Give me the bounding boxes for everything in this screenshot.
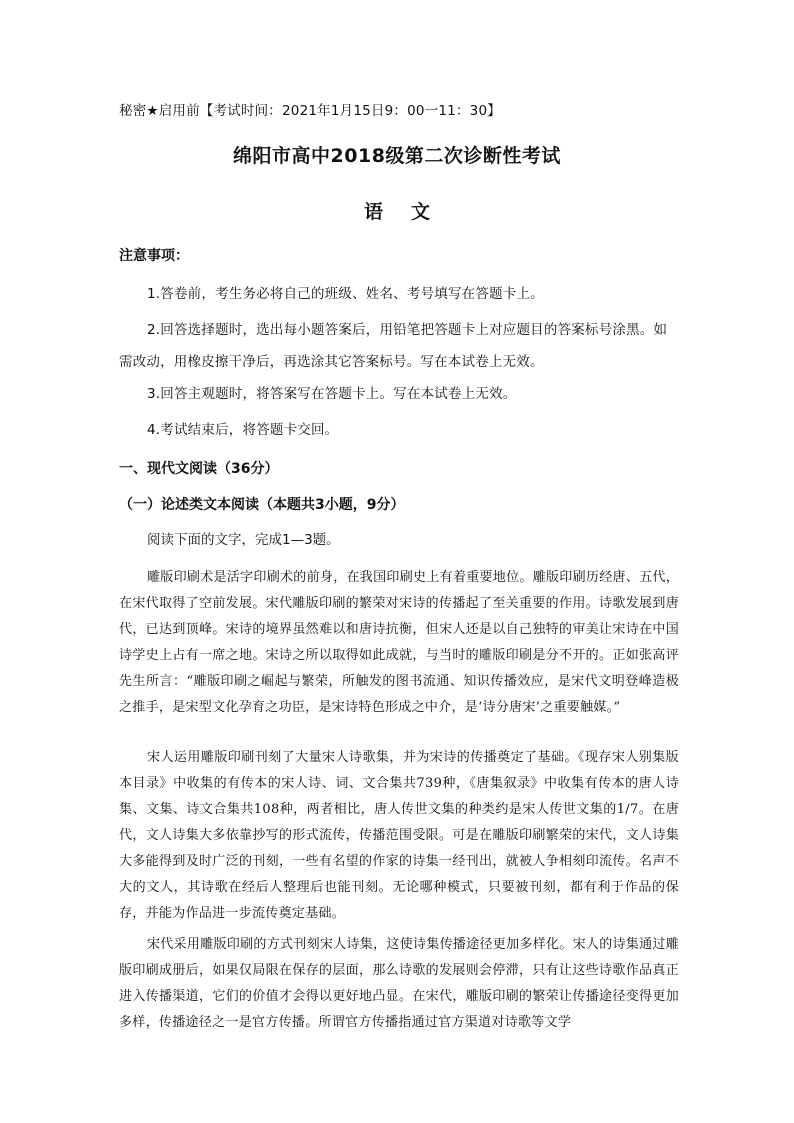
note-item-1: 1.答卷前，考生务必将自己的班级、姓名、考号填写在答题卡上。 bbox=[147, 286, 544, 302]
note-item-4: 4.考试结束后，将答题卡交回。 bbox=[147, 422, 339, 438]
section-title: 一、现代文阅读（36分） bbox=[119, 461, 279, 477]
subject-title: 语文 bbox=[363, 201, 458, 223]
confidential-header: 秘密★启用前【考试时间：2021年1月15日9：00一11：30】 bbox=[119, 103, 501, 119]
subsection-title: （一）论述类文本阅读（本题共3小题，9分） bbox=[119, 497, 405, 513]
exam-title: 绵阳市高中2018级第二次诊断性考试 bbox=[233, 145, 561, 167]
passage-paragraph-3: 宋代采用雕版印刷的方式刊刻宋人诗集，这使诗集传播途径更加多样化。宋人的诗集通过雕版印刷成册后，如果仅局限在保存的层面，那么诗歌的发展则会停滞，只有让这些诗歌作品真正进入传播渠道，它们的价值才会得以更好地凸显。在宋代，雕版印刷的繁荣让传播途径变得更加多样，传播途径之一是官方传播。所谓官方传播指通过官方渠道对诗歌等文学 bbox=[119, 937, 680, 1030]
passage-paragraph-1: 雕版印刷术是活字印刷术的前身，在我国印刷史上有着重要地位。雕版印刷历经唐、五代，在宋代取得了空前发展。宋代雕版印刷的繁荣对宋诗的传播起了至关重要的作用。诗歌发展到唐代，已达到顶峰。宋诗的境界虽然难以和唐诗抗衡，但宋人还是以自己独特的审美让宋诗在中国诗学史上占有一席之地。宋诗之所以取得如此成就，与当时的雕版印刷是分不开的。正如张高评先生所言：“雕版印刷之崛起与繁荣，所触发的图书流通、知识传播效应，是宋代文明登峰造极之推手，是宋型文化孕育之功臣，是宋诗特色形成之中介，是‘诗分唐宋’之重要触媒。” bbox=[119, 570, 680, 715]
note-item-2: 2.回答选择题时，选出每小题答案后，用铅笔把答题卡上对应题目的答案标号涂黑。如需改动，用橡皮擦干净后，再选涂其它答案标号。写在本试卷上无效。 bbox=[119, 322, 668, 370]
passage-paragraph-2: 宋人运用雕版印刷刊刻了大量宋人诗歌集，并为宋诗的传播奠定了基础。《现存宋人别集版本目录》中收集的有传本的宋人诗、词、文合集共739种，《唐集叙录》中收集有传本的唐人诗集、文集、诗文合集共108种，两者相比，唐人传世文集的种类约是宋人传世文集的1/7。在唐代，文人诗集大多依靠抄写的形式流传，传播范围受限。可是在雕版印刷繁荣的宋代，文人诗集大多能得到及时广泛的刊刻，一些有名望的作家的诗集一经刊出，就被人争相刻印流传。名声不大的文人，其诗歌在经后人整理后也能刊刻。无论哪种模式，只要被刊刻，都有利于作品的保存，并能为作品进一步流传奠定基础。 bbox=[119, 750, 679, 921]
reading-instruction: 阅读下面的文字，完成1—3题。 bbox=[147, 532, 340, 548]
note-item-3: 3.回答主观题时，将答案写在答题卡上。写在本试卷上无效。 bbox=[147, 386, 517, 402]
notes-title: 注意事项： bbox=[119, 248, 189, 264]
